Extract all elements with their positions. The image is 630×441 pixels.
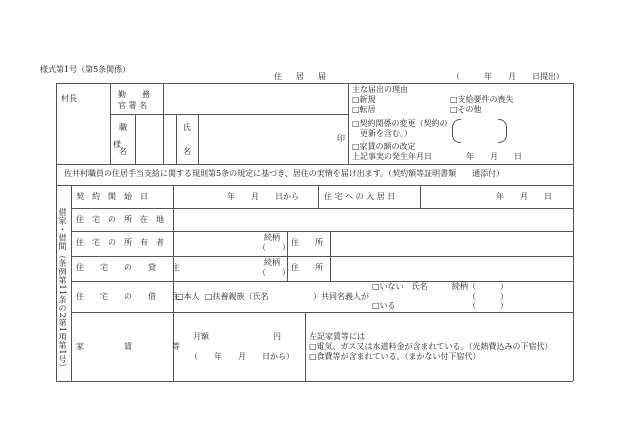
- side-label: 借家・借間（条例第11条の2第1項第1号）: [58, 208, 67, 372]
- sama: 様: [113, 140, 121, 149]
- form-title: 住 居 届: [274, 72, 329, 81]
- borrower-dependent-checkbox[interactable]: □扶養親族（氏名: [205, 292, 269, 301]
- reason-support-loss-checkbox[interactable]: □支給要件の喪失: [450, 95, 514, 104]
- reason-contract-change-note: 更新を含む。）: [360, 129, 412, 138]
- co-none-checkbox[interactable]: □いない 氏名: [372, 282, 428, 291]
- move-in-label: 住 宅 へ の 入 居 日: [324, 192, 396, 201]
- addressee: 村長: [61, 94, 77, 103]
- other-bracket-close: [498, 119, 507, 143]
- lender-address-label: 住 所: [291, 263, 323, 272]
- frame-bottom: [56, 381, 573, 382]
- rent-period-field[interactable]: （ 年 月 日から）: [190, 352, 294, 361]
- contract-start-field[interactable]: 年 月 日から: [227, 192, 299, 201]
- work-place-label-2: 官 署 名: [118, 101, 148, 110]
- location-field[interactable]: [180, 216, 568, 228]
- co-relation-label: 続柄（ ）: [452, 282, 508, 291]
- submission-date: （ 年 月 日提出）: [452, 72, 564, 81]
- rent-monthly-field[interactable]: 月額 円: [193, 332, 281, 341]
- co-name-label: ）共同名義人が: [313, 292, 369, 301]
- co-exists-checkbox[interactable]: □いる: [372, 301, 396, 310]
- event-date-field[interactable]: 年 月 日: [466, 152, 522, 161]
- position-label-2: 名: [119, 147, 127, 156]
- owner-label: 住 宅 の 所 有 者: [76, 238, 164, 247]
- contract-start-label: 契 約 開 始 日: [76, 192, 148, 201]
- seal-mark: 印: [337, 134, 345, 143]
- rent-note-utilities-checkbox[interactable]: □電気、ガス又は水道料金が含まれている。（光熱費込みの下宿代）: [309, 342, 553, 351]
- reason-move-checkbox[interactable]: □転居: [352, 105, 376, 114]
- position-label: 職: [119, 123, 127, 132]
- borrower-label: 住 宅 の 借 主: [76, 292, 180, 301]
- move-in-field[interactable]: 年 月 日: [496, 192, 552, 201]
- reason-rent-change-checkbox[interactable]: □家賃の額の改定: [352, 142, 416, 151]
- lender-relation-field[interactable]: （ ）: [258, 268, 290, 277]
- borrower-self-checkbox[interactable]: □本人: [176, 292, 200, 301]
- frame-right: [573, 83, 574, 381]
- name-label-2: 名: [183, 147, 191, 156]
- reason-new-checkbox[interactable]: □新規: [352, 95, 376, 104]
- co-relation-field-2[interactable]: （ ）: [468, 292, 508, 301]
- rent-note-meals-checkbox[interactable]: □食費等が含まれている。（まかない付下宿代）: [309, 352, 481, 361]
- work-place-label: 勤 務: [118, 90, 150, 99]
- rent-note-heading: 左記家賃等には: [309, 332, 365, 341]
- frame-left: [56, 83, 57, 381]
- reasons-heading: 主な届出の理由: [352, 85, 408, 94]
- form-number: 様式第1号（第5条関係）: [40, 65, 131, 74]
- event-date-label: 上記事実の発生年月日: [352, 152, 432, 161]
- name-label: 氏: [183, 123, 191, 132]
- location-label: 住 宅 の 所 在 地: [76, 215, 164, 224]
- co-relation-field-3[interactable]: （ ）: [468, 301, 508, 310]
- reason-contract-change-checkbox[interactable]: □契約関係の変更（契約の: [352, 119, 448, 128]
- reason-other-checkbox[interactable]: □その他: [450, 105, 482, 114]
- frame-top: [56, 83, 573, 84]
- owner-relation-label: 続柄: [264, 233, 280, 242]
- rent-label: 家 賃 等: [76, 342, 180, 351]
- lender-relation-label: 続柄: [264, 258, 280, 267]
- other-bracket-open: [452, 119, 461, 143]
- owner-relation-field[interactable]: （ ）: [258, 243, 290, 252]
- declaration-text: 佐井村職員の住居手当支給に関する規則第5条の規定に基づき、居住の実情を届け出ます。（契約額等証明書類 通添付）: [64, 169, 505, 178]
- lender-label: 住 宅 の 貸 主: [76, 263, 180, 272]
- owner-address-label: 住 所: [291, 238, 323, 247]
